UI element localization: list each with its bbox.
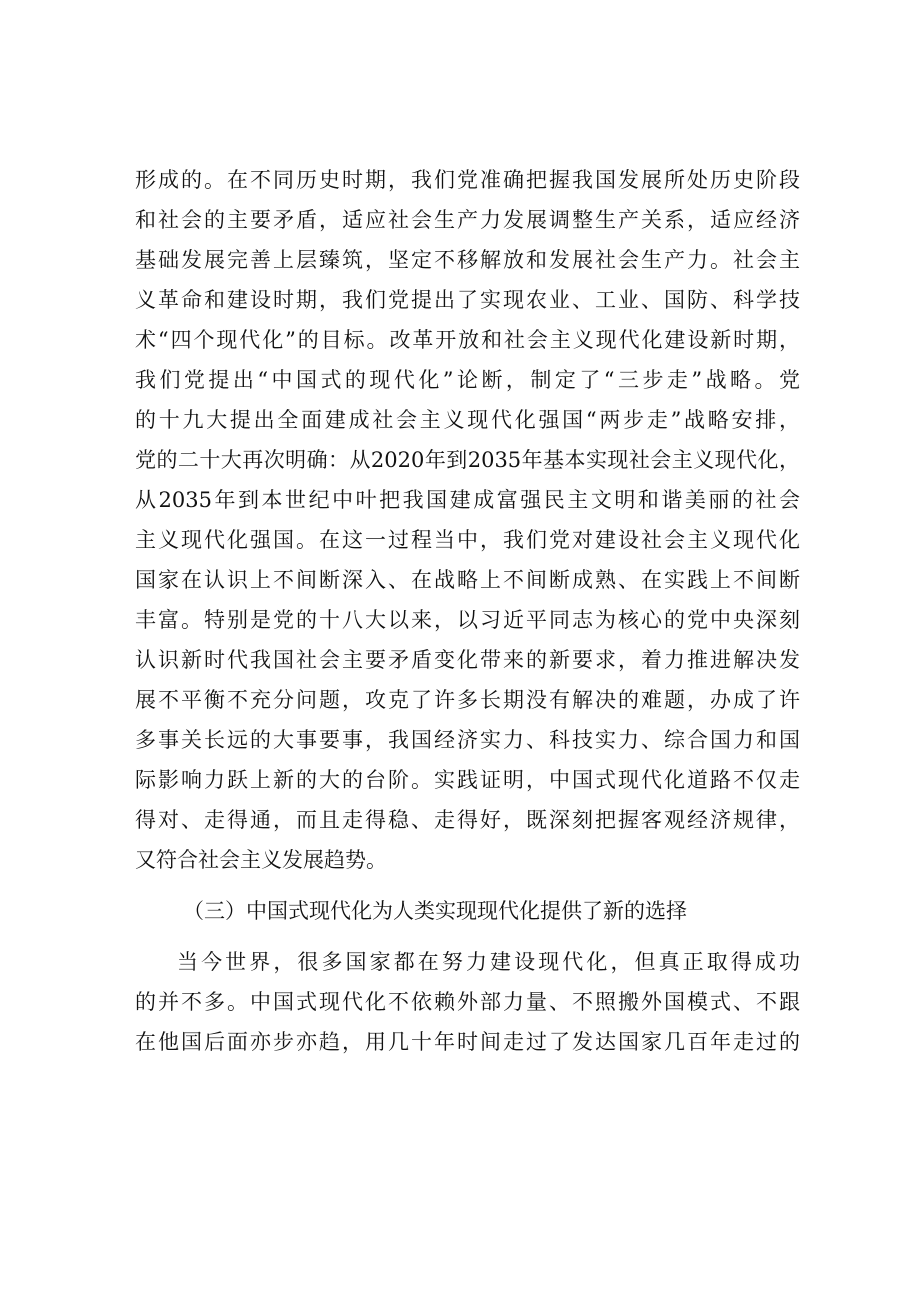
paragraph-1 <box>135 160 800 880</box>
paragraph-1-line: 主义现代化强国。在这一过程当中，我们党对建设社会主义现代化 <box>135 528 800 552</box>
paragraph-1-line: 我们党提出“中国式的现代化”论断，制定了“三步走”战略。党 <box>135 368 800 392</box>
paragraph-1-line: 基础发展完善上层臻筑，坚定不移解放和发展社会生产力。社会主 <box>135 248 800 272</box>
paragraph-1-line: 国家在认识上不间断深入、在战略上不间断成熟、在实践上不间断 <box>135 568 800 592</box>
paragraph-1-line: 和社会的主要矛盾，适应社会生产力发展调整生产关系，适应经济 <box>135 208 800 232</box>
paragraph-1-line: 丰富。特别是党的十八大以来，以习近平同志为核心的党中央深刻 <box>135 608 800 632</box>
paragraph-2-line: 当今世界，很多国家都在努力建设现代化，但真正取得成功 <box>177 950 800 974</box>
paragraph-1-line: 形成的。在不同历史时期，我们党准确把握我国发展所处历史阶段 <box>135 168 800 192</box>
paragraph-1-line: 义革命和建设时期，我们党提出了实现农业、工业、国防、科学技 <box>135 288 800 312</box>
paragraph-2-line: 在他国后面亦步亦趋，用几十年时间走过了发达国家几百年走过的 <box>135 1030 800 1054</box>
document-body <box>135 160 800 1062</box>
paragraph-1-line: 党的二十大再次明确：从2020年到2035年基本实现社会主义现代化， <box>135 448 800 472</box>
paragraph-1-line: 际影响力跃上新的大的台阶。实践证明，中国式现代化道路不仅走 <box>135 768 800 792</box>
paragraph-1-line: 又符合社会主义发展趋势。 <box>135 848 387 872</box>
paragraph-2-line: 的并不多。中国式现代化不依赖外部力量、不照搬外国模式、不跟 <box>135 990 800 1014</box>
paragraph-1-line: 得对、走得通，而且走得稳、走得好，既深刻把握客观经济规律， <box>135 808 800 832</box>
paragraph-1-line: 认识新时代我国社会主要矛盾变化带来的新要求，着力推进解决发 <box>135 648 800 672</box>
paragraph-1-line: 术“四个现代化”的目标。改革开放和社会主义现代化建设新时期， <box>135 328 800 352</box>
section-heading-3: （三）中国式现代化为人类实现现代化提供了新的选择 <box>183 899 687 923</box>
paragraph-1-line: 展不平衡不充分问题，攻克了许多长期没有解决的难题，办成了许 <box>135 688 800 712</box>
paragraph-2 <box>135 942 800 1062</box>
paragraph-1-line: 从2035年到本世纪中叶把我国建成富强民主文明和谐美丽的社会 <box>135 488 800 512</box>
paragraph-1-line: 多事关长远的大事要事，我国经济实力、科技实力、综合国力和国 <box>135 728 800 752</box>
paragraph-1-line: 的十九大提出全面建成社会主义现代化强国“两步走”战略安排， <box>135 408 800 432</box>
